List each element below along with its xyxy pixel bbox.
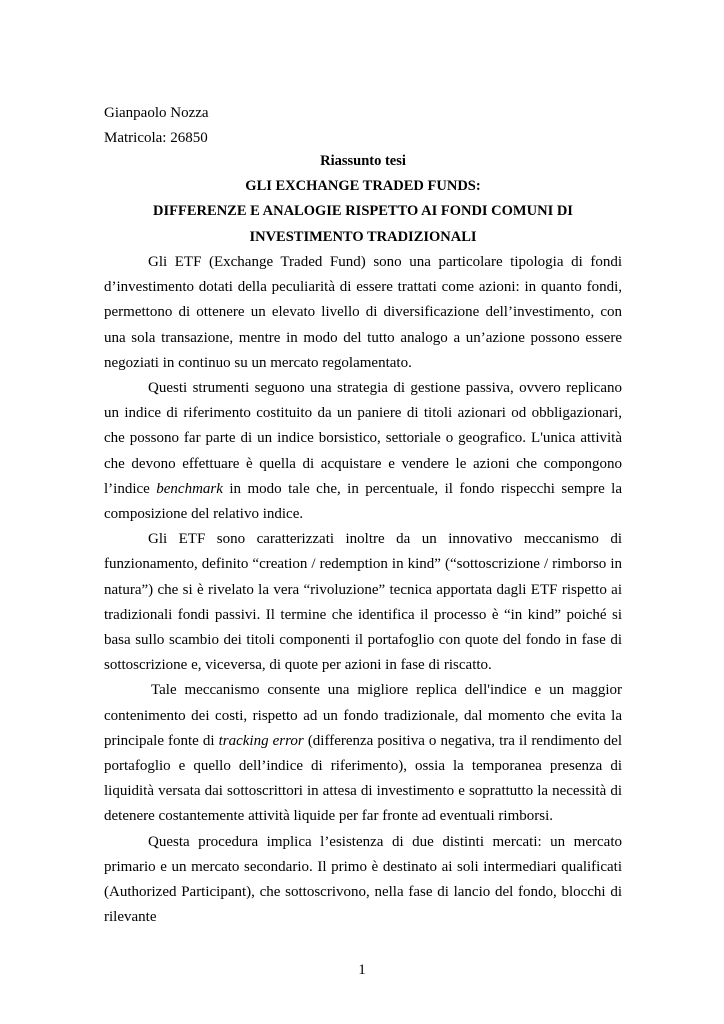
paragraph-5: Questa procedura implica l’esistenza di due distinti mercati: un mercato primario e un mercato secondario. Il primo è destinato ai soli intermediari qualificati (Authorized Participant), che sottoscrivono, nella fase di lancio del fondo, blocchi di rilevante	[104, 833, 622, 926]
paragraph-2-text-b: in modo tale che, in percentuale, il fondo rispecchi sempre la composizione del relativo indice.	[104, 480, 622, 523]
author-block	[104, 101, 209, 151]
body-text	[104, 250, 622, 930]
title-line-3: INVESTIMENTO TRADIZIONALI	[249, 228, 477, 245]
paragraph-4	[104, 678, 622, 829]
paragraph-1: Gli ETF (Exchange Traded Fund) sono una particolare tipologia di fondi d’investimento dotati della peculiarità di essere trattati come azioni: in quanto fondi, permettono di ottenere un elevato livello di diversificazione dell’investimento, con una sola transazione, mentre in modo del tutto analogo a un’azione possono essere negoziati in continuo su un mercato regolamentato.	[104, 254, 622, 371]
title-line-1: GLI EXCHANGE TRADED FUNDS:	[245, 178, 481, 195]
paragraph-4-text-b: (differenza positiva o negativa, tra il rendimento del portafoglio e quello dell’indice di riferimento), ossia la temporanea presenza di liquidità versata dai sottoscrittori in attesa di investimento e soprattutto la necessità di detenere costantemente attività liquide per far fronte ad eventuali rimborsi.	[104, 732, 622, 825]
summary-label: Riassunto tesi	[320, 153, 406, 169]
paragraph-2-text-a: Questi strumenti seguono una strategia di gestione passiva, ovvero replicano un indice di riferimento costituito da un paniere di titoli azionari od obbligazionari, che possono far parte di un indice borsistico, settoriale o geografico. L'unica attività che devono effettuare è quella di acquistare e vendere le azioni che compongono l’indice	[104, 380, 622, 497]
paragraph-4-text-a: Tale meccanismo consente una migliore replica dell'indice e un maggior contenimento dei costi, rispetto ad un fondo tradizionale, dal momento che evita la principale fonte di	[104, 682, 622, 749]
paragraph-2	[104, 376, 622, 527]
title-line-2: DIFFERENZE E ANALOGIE RISPETTO AI FONDI COMUNI DI	[153, 203, 573, 220]
student-id: Matricola: 26850	[104, 130, 208, 146]
page-number: 1	[358, 962, 366, 978]
title-block	[104, 149, 622, 250]
paragraph-4-italic: tracking error	[218, 732, 304, 749]
author-name: Gianpaolo Nozza	[104, 105, 209, 121]
paragraph-2-italic: benchmark	[156, 480, 223, 497]
paragraph-3: Gli ETF sono caratterizzati inoltre da un innovativo meccanismo di funzionamento, definito “creation / redemption in kind” (“sottoscrizione / rimborso in natura”) che si è rivelato la vera “rivoluzione” tecnica apportata dagli ETF rispetto ai tradizionali fondi passivi. Il termine che identifica il processo è “in kind” poiché si basa sullo scambio dei titoli componenti il portafoglio con quote del fondo in fase di sottoscrizione e, viceversa, di quote per azioni in fase di riscatto.	[104, 531, 622, 674]
